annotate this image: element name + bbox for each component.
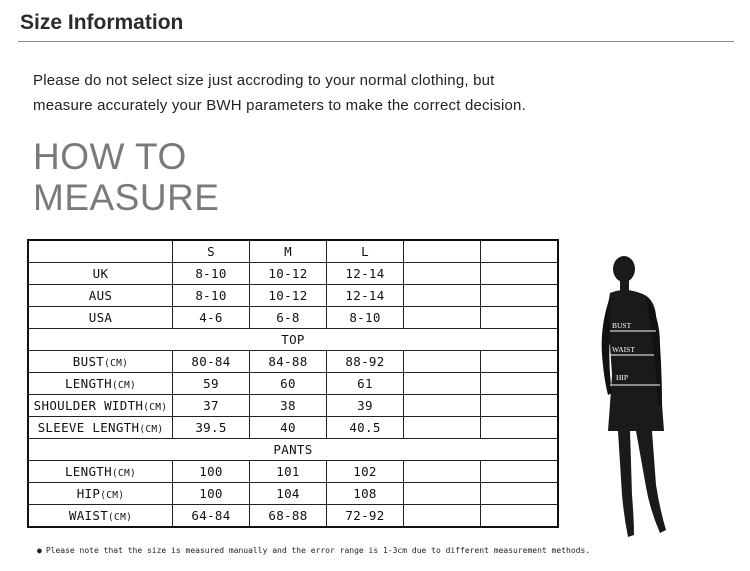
- measurement-note: [37, 546, 590, 555]
- table-row: [28, 351, 558, 373]
- row-label: [28, 461, 173, 483]
- table-cell: 6-8: [250, 307, 327, 329]
- table-cell: 88-92: [327, 351, 404, 373]
- table-cell: 80-84: [173, 351, 250, 373]
- table-cell: 8-10: [173, 285, 250, 307]
- table-row: [28, 307, 558, 329]
- table-cell: 40: [250, 417, 327, 439]
- table-cell: [481, 417, 559, 439]
- section-row-top: [28, 329, 558, 351]
- table-cell: [481, 263, 559, 285]
- row-unit: (CM): [108, 512, 133, 523]
- table-cell: 100: [173, 461, 250, 483]
- table-cell: 61: [327, 373, 404, 395]
- section-title-top: TOP: [28, 329, 558, 351]
- table-cell: 4-6: [173, 307, 250, 329]
- row-label-text: LENGTH: [64, 376, 112, 391]
- bullet-icon: ●: [37, 546, 42, 555]
- table-cell: 59: [173, 373, 250, 395]
- table-cell: [404, 483, 481, 505]
- table-cell: [404, 351, 481, 373]
- table-cell: [404, 240, 481, 263]
- table-cell: 102: [327, 461, 404, 483]
- table-cell: [481, 307, 559, 329]
- row-label: [28, 395, 173, 417]
- how-to-measure-heading: [33, 136, 219, 218]
- table-cell: [481, 461, 559, 483]
- section-title-pants: PANTS: [28, 439, 558, 461]
- table-cell: [404, 505, 481, 528]
- bust-label: BUST: [612, 321, 632, 330]
- row-label: AUS: [28, 285, 173, 307]
- waist-label: WAIST: [612, 345, 635, 354]
- table-cell: [404, 285, 481, 307]
- row-label: UK: [28, 263, 173, 285]
- table-cell: 38: [250, 395, 327, 417]
- row-label-text: WAIST: [68, 508, 109, 523]
- table-row: [28, 395, 558, 417]
- table-cell: [404, 373, 481, 395]
- table-cell: 104: [250, 483, 327, 505]
- row-label-text: HIP: [76, 486, 101, 501]
- row-label-text: SLEEVE LENGTH: [37, 420, 140, 435]
- row-label-text: BUST: [72, 354, 105, 369]
- table-cell: 72-92: [327, 505, 404, 528]
- size-header-l: L: [327, 240, 404, 263]
- row-unit: (CM): [104, 358, 129, 369]
- row-unit: (CM): [111, 468, 137, 479]
- table-cell: [404, 395, 481, 417]
- table-cell: 64-84: [173, 505, 250, 528]
- table-cell: 39: [327, 395, 404, 417]
- row-unit: (CM): [100, 490, 125, 501]
- table-cell: [404, 263, 481, 285]
- silhouette-figure-icon: [596, 255, 676, 547]
- table-cell: 68-88: [250, 505, 327, 528]
- table-row: [28, 483, 558, 505]
- intro-line-2: measure accurately your BWH parameters to make the correct decision.: [33, 97, 526, 114]
- hip-label: HIP: [616, 373, 629, 382]
- table-cell: 101: [250, 461, 327, 483]
- body-measurement-figure: [596, 255, 676, 547]
- table-row: [28, 373, 558, 395]
- table-cell: [28, 240, 173, 263]
- table-cell: [481, 395, 559, 417]
- size-header-row: [28, 240, 558, 263]
- table-cell: 39.5: [173, 417, 250, 439]
- table-cell: 40.5: [327, 417, 404, 439]
- table-cell: [404, 461, 481, 483]
- intro-line-1: Please do not select size just accroding to your normal clothing, but: [33, 72, 495, 89]
- row-label: [28, 417, 173, 439]
- row-unit: (CM): [111, 380, 137, 391]
- table-cell: 12-14: [327, 285, 404, 307]
- table-cell: [481, 505, 559, 528]
- header-divider: [18, 41, 734, 42]
- table-cell: [481, 240, 559, 263]
- table-cell: 8-10: [173, 263, 250, 285]
- size-header-s: S: [173, 240, 250, 263]
- table-cell: [404, 417, 481, 439]
- row-label: USA: [28, 307, 173, 329]
- row-label: [28, 351, 173, 373]
- table-cell: 37: [173, 395, 250, 417]
- table-row: [28, 417, 558, 439]
- table-row: [28, 263, 558, 285]
- table-cell: [481, 483, 559, 505]
- row-unit: (CM): [143, 402, 168, 413]
- row-label: [28, 505, 173, 528]
- intro-text: [33, 68, 593, 118]
- table-cell: 100: [173, 483, 250, 505]
- table-cell: 8-10: [327, 307, 404, 329]
- row-unit: (CM): [139, 424, 164, 435]
- table-cell: 84-88: [250, 351, 327, 373]
- row-label-text: SHOULDER WIDTH: [33, 398, 144, 413]
- note-text: Please note that the size is measured manually and the error range is 1-3cm due to different measurement methods.: [45, 546, 591, 555]
- row-label-text: LENGTH: [64, 464, 112, 479]
- size-header-m: M: [250, 240, 327, 263]
- table-cell: [404, 307, 481, 329]
- how-to-line-1: HOW TO: [33, 136, 187, 177]
- table-cell: 12-14: [327, 263, 404, 285]
- table-row: [28, 505, 558, 528]
- table-row: [28, 285, 558, 307]
- table-cell: 10-12: [250, 285, 327, 307]
- table-row: [28, 461, 558, 483]
- page-title: Size Information: [20, 11, 184, 34]
- row-label: [28, 483, 173, 505]
- table-cell: 108: [327, 483, 404, 505]
- table-cell: 10-12: [250, 263, 327, 285]
- row-label: [28, 373, 173, 395]
- size-chart-table: [27, 239, 559, 528]
- section-row-pants: [28, 439, 558, 461]
- table-cell: [481, 285, 559, 307]
- how-to-line-2: MEASURE: [33, 177, 220, 218]
- table-cell: 60: [250, 373, 327, 395]
- table-cell: [481, 351, 559, 373]
- table-cell: [481, 373, 559, 395]
